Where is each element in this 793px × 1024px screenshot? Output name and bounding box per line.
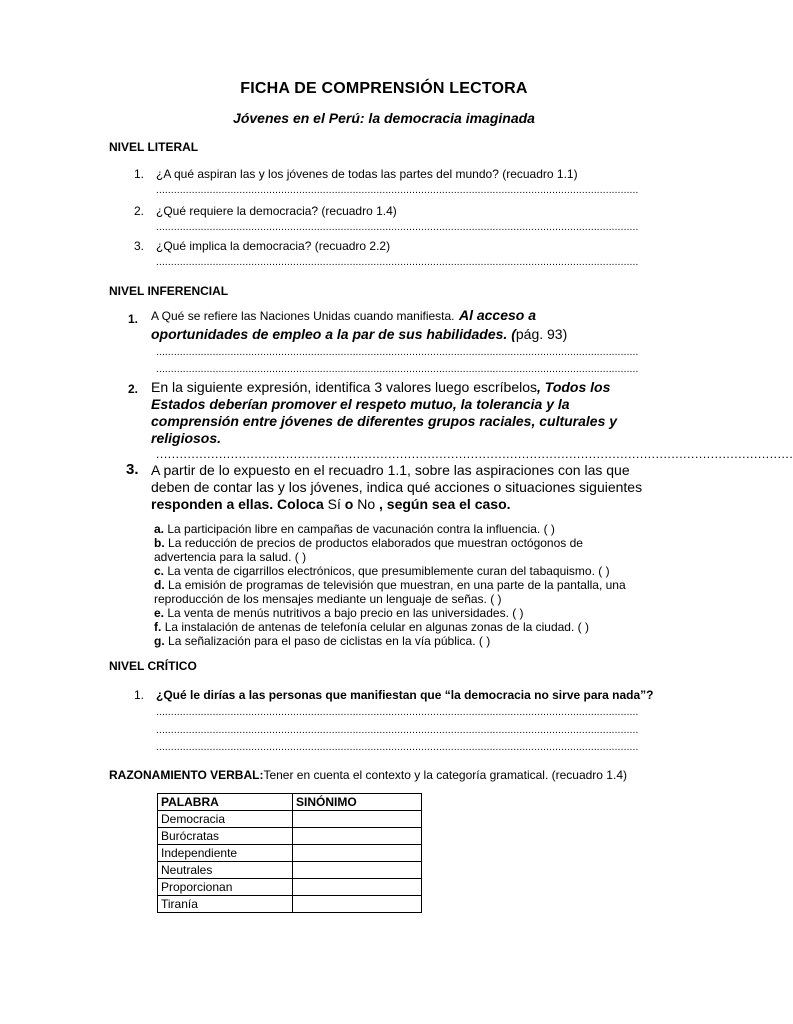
option-text: La participación libre en campañas de vacunación contra la influencia. ( ) <box>167 522 555 536</box>
table-row <box>158 811 422 828</box>
question-number: 2. <box>128 382 139 396</box>
question-number: 3. <box>126 461 139 478</box>
razonamiento-instruction: Tener en cuenta el contexto y la categoría gramatical. (recuadro 1.4) <box>263 768 627 782</box>
table-row <box>158 828 422 845</box>
document-subtitle: Jóvenes en el Perú: la democracia imaginada <box>233 110 535 126</box>
synonym-cell[interactable] <box>293 845 422 862</box>
question-quote: , Todos los <box>537 379 611 395</box>
question-number: 2. <box>134 204 145 218</box>
inferencial-question-3-line2: deben de contar las y los jóvenes, indica qué acciones o situaciones siguientes <box>151 479 643 495</box>
table-row <box>158 896 422 913</box>
word-cell: Tiranía <box>158 896 293 913</box>
inferencial-question-3-line3 <box>151 496 511 513</box>
question-number: 3. <box>134 239 145 253</box>
option-item-g <box>154 634 490 648</box>
instruction-bold: , según sea el caso. <box>379 496 511 512</box>
answer-line[interactable]: .................................................................................................................................................................. <box>156 364 639 375</box>
option-no: No <box>353 496 379 512</box>
answer-line[interactable]: .................................................................................................................................................................. <box>156 742 639 753</box>
option-text-continued: reproducción de los mensajes mediante un lenguaje de señas. ( ) <box>154 592 502 606</box>
option-item-e <box>154 606 524 620</box>
section-heading-literal: NIVEL LITERAL <box>109 140 199 154</box>
synonym-cell[interactable] <box>293 811 422 828</box>
answer-line[interactable]: .................................................................................................................................................................. <box>156 185 639 196</box>
inferencial-question-1-line1 <box>151 307 536 325</box>
inferencial-question-1-line2 <box>151 326 567 342</box>
inferencial-question-2-line3: comprensión entre jóvenes de diferentes grupos raciales, culturales y <box>151 413 618 429</box>
word-cell: Burócratas <box>158 828 293 845</box>
instruction-bold: o <box>344 496 354 512</box>
section-heading-inferencial: NIVEL INFERENCIAL <box>109 284 229 298</box>
table-row <box>158 879 422 896</box>
question-number: 1. <box>134 688 145 702</box>
answer-line[interactable]: .................................................................................................................................................................. <box>156 347 639 358</box>
option-text: La venta de cigarrillos electrónicos, que presumiblemente curan del tabaquismo. ( ) <box>167 564 610 578</box>
option-text: La reducción de precios de productos elaborados que muestran octógonos de <box>168 536 583 550</box>
inferencial-question-2-line2: Estados deberían promover el respeto mutuo, la tolerancia y la <box>151 396 570 412</box>
word-cell: Independiente <box>158 845 293 862</box>
column-header-sinonimo: SINÓNIMO <box>293 794 422 811</box>
option-letter: e. <box>154 606 165 620</box>
question-quote: Al acceso a <box>458 307 537 323</box>
option-letter: c. <box>154 564 165 578</box>
option-letter: a. <box>154 522 165 536</box>
answer-line[interactable]: .................................................................................................................................................................. <box>156 707 639 718</box>
option-letter: b. <box>154 536 165 550</box>
inferencial-question-3-line1: A partir de lo expuesto en el recuadro 1.1, sobre las aspiraciones con las que <box>151 462 630 478</box>
synonym-cell[interactable] <box>293 879 422 896</box>
word-cell: Democracia <box>158 811 293 828</box>
literal-question-1: ¿A qué aspiran las y los jóvenes de todas las partes del mundo? (recuadro 1.1) <box>156 167 578 181</box>
page-reference: pág. 93) <box>515 326 568 342</box>
table-header-row <box>158 794 422 811</box>
answer-line[interactable]: .................................................................................................................................................................. <box>156 447 793 461</box>
option-text: La venta de menús nutritivos a bajo precio en las universidades. ( ) <box>167 606 524 620</box>
word-cell: Proporcionan <box>158 879 293 896</box>
option-text: La emisión de programas de televisión que muestran, en una parte de la pantalla, una <box>168 578 626 592</box>
column-header-palabra: PALABRA <box>158 794 293 811</box>
answer-line[interactable]: .................................................................................................................................................................. <box>156 257 639 268</box>
question-lead: En la siguiente expresión, identifica 3 valores luego escríbelos <box>151 379 538 395</box>
synonym-cell[interactable] <box>293 896 422 913</box>
option-letter: d. <box>154 578 165 592</box>
question-quote: oportunidades de empleo a la par de sus habilidades. ( <box>151 326 516 342</box>
razonamiento-label: RAZONAMIENTO VERBAL: <box>109 768 264 782</box>
option-letter: g. <box>154 634 165 648</box>
option-item-c <box>154 564 610 578</box>
word-cell: Neutrales <box>158 862 293 879</box>
instruction-bold: responden a ellas. Coloca <box>151 496 324 512</box>
option-item-d <box>154 578 626 592</box>
option-item-b <box>154 536 583 550</box>
option-letter: f. <box>154 620 162 634</box>
answer-line[interactable]: .................................................................................................................................................................. <box>156 725 639 736</box>
synonym-cell[interactable] <box>293 828 422 845</box>
option-item-f <box>154 620 589 634</box>
answer-line[interactable]: .................................................................................................................................................................. <box>156 222 639 233</box>
option-si: Sí <box>323 496 345 512</box>
option-item-a <box>154 522 555 536</box>
literal-question-2: ¿Qué requiere la democracia? (recuadro 1.4) <box>156 204 397 218</box>
question-number: 1. <box>134 167 145 181</box>
synonym-cell[interactable] <box>293 862 422 879</box>
option-text-continued: advertencia para la salud. ( ) <box>154 550 307 564</box>
section-heading-razonamiento <box>109 768 627 782</box>
option-text: La instalación de antenas de telefonía celular en algunas zonas de la ciudad. ( ) <box>164 620 589 634</box>
critico-question-1: ¿Qué le dirías a las personas que manifiestan que “la democracia no sirve para nada”? <box>156 688 654 702</box>
question-number: 1. <box>128 312 139 326</box>
table-row <box>158 862 422 879</box>
inferencial-question-2-line1 <box>151 379 610 396</box>
section-heading-critico: NIVEL CRÍTICO <box>109 659 197 673</box>
vocabulary-table <box>157 793 422 913</box>
inferencial-question-2-line4: religiosos. <box>151 430 222 446</box>
question-lead: A Qué se refiere las Naciones Unidas cuando manifiesta. <box>151 309 455 323</box>
literal-question-3: ¿Qué implica la democracia? (recuadro 2.2) <box>156 239 391 253</box>
table-row <box>158 845 422 862</box>
document-title: FICHA DE COMPRENSIÓN LECTORA <box>240 80 528 97</box>
option-text: La señalización para el paso de ciclistas en la vía pública. ( ) <box>168 634 491 648</box>
